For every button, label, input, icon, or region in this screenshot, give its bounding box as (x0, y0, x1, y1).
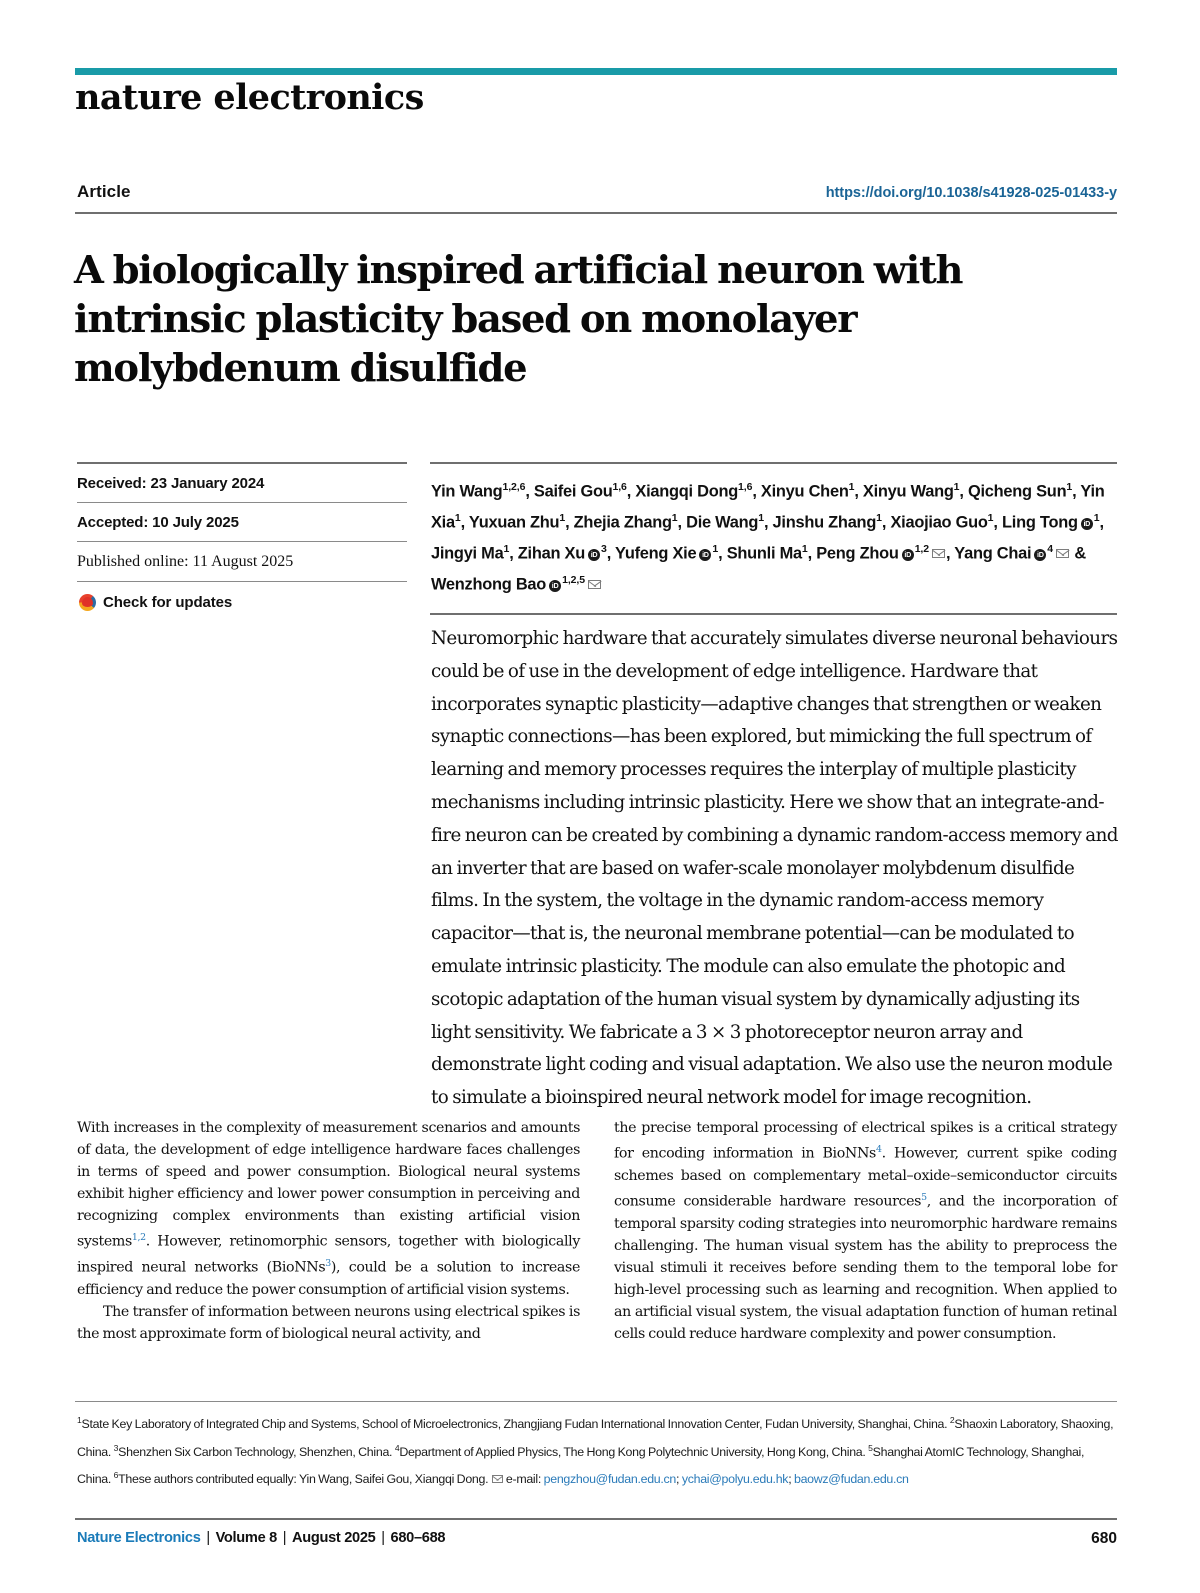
citation-ref[interactable]: 1,2 (131, 1232, 146, 1244)
doi-link[interactable]: https://doi.org/10.1038/s41928-025-01433-y (825, 185, 1117, 201)
paragraph-text: . However, retinomorphic sensors, together with biologically inspired neural networks (BioNNs (77, 1234, 580, 1277)
footer-journal-name[interactable]: Nature Electronics (77, 1530, 201, 1546)
author-name[interactable]: , Zhejia Zhang (565, 513, 672, 532)
email-link-pengzhou[interactable]: pengzhou@fudan.edu.cn (543, 1472, 677, 1487)
footer-divider (75, 1518, 1117, 1520)
author-separator: , (881, 513, 887, 532)
article-type-kicker: Article (77, 182, 131, 201)
affil-marker: 2 (949, 1415, 955, 1425)
author-name[interactable]: , Die Wang (677, 513, 759, 532)
accepted-date: Accepted: 10 July 2025 (77, 513, 239, 531)
email-link-ychai[interactable]: ychai@polyu.edu.hk (681, 1472, 789, 1487)
author-name[interactable]: , Zihan Xu (509, 544, 585, 563)
author-name[interactable]: Qicheng Sun (968, 482, 1067, 501)
publication-metadata (77, 462, 407, 611)
footer-separator: | (202, 1530, 214, 1546)
title-top-divider (75, 212, 1117, 214)
affil-text: Shaoxin Laboratory, Shaoxing, China. (77, 1417, 1114, 1459)
affil-text: Shenzhen Six Carbon Technology, Shenzhen, China. (118, 1444, 395, 1459)
paragraph-text: the precise temporal processing of electrical spikes is a critical strategy for encoding information in BioNNs (614, 1120, 1117, 1162)
author-affil-sup: 1 (758, 511, 764, 524)
envelope-icon (492, 1475, 503, 1483)
author-name[interactable]: , Yuxuan Zhu (460, 513, 560, 532)
affil-text: Shanghai AtomIC Technology, Shanghai, China. (77, 1444, 1085, 1487)
author-name[interactable]: , Xinyu Chen (752, 482, 849, 501)
author-affil-sup: 1 (987, 511, 994, 524)
citation-ref[interactable]: 5 (921, 1192, 927, 1204)
abstract-text: Neuromorphic hardware that accurately simulates diverse neuronal behaviours could be of use in the development of edge intelligence. Hardware that incorporates synaptic plasticity—adaptive changes that strengthen or weaken synaptic connections—has been explored, but mimicking the full spectrum of learning and memory processes requires the interplay of multiple plasticity mechanisms including intrinsic plasticity. Here we show that an integrate-and-fire neuron can be created by combining a dynamic random-access memory and an inverter that are based on wafer-scale monolayer molybdenum disulfide films. In the system, the voltage in the dynamic random-access memory capacitor—that is, the neuronal membrane potential—can be modulated to emulate intrinsic plasticity. The module can also emulate the photopic and scotopic adaptation of the human visual system by dynamically adjusting its light sensitivity. We fabricate a 3 × 3 photoreceptor neuron array and demonstrate light coding and visual adaptation. We also use the neuron module to simulate a bioinspired neural network model for image recognition. (431, 628, 1118, 1109)
author-separator: , (807, 544, 812, 563)
author-name[interactable]: , Xinyu Wang (854, 482, 954, 501)
author-affil-sup: 1,6 (612, 481, 627, 493)
orcid-icon[interactable]: iD (699, 549, 711, 561)
affil-text: State Key Laboratory of Integrated Chip and Systems, School of Microelectronics, Zhangjiang Fudan International Innovation Center, Fudan University, Shanghai, China. (81, 1417, 950, 1432)
author-affil-sup: 1 (801, 542, 808, 555)
author-separator: , (959, 482, 964, 501)
email-separator: ; (788, 1472, 794, 1487)
author-affil-sup: 4 (1047, 542, 1054, 555)
author-name[interactable]: , Shunli Ma (718, 544, 802, 563)
orcid-icon[interactable]: iD (588, 549, 600, 561)
footer-separator: | (278, 1530, 290, 1546)
affil-marker: 4 (394, 1442, 400, 1453)
citation-ref[interactable]: 4 (875, 1144, 882, 1156)
citation-ref[interactable]: 3 (325, 1258, 331, 1270)
footer-date: August 2025 (292, 1530, 376, 1546)
authors-top-divider (430, 462, 1117, 464)
page-title: A biologically inspired artificial neuron with intrinsic plasticity based on monolayer molybdenum disulfide (74, 247, 963, 391)
author-list (431, 474, 1121, 598)
author-affil-sup: 1,6 (738, 481, 753, 493)
author-affil-sup: 1 (848, 481, 855, 493)
footer-page-range: 680–688 (390, 1530, 446, 1546)
author-affil-sup: 3 (601, 542, 607, 555)
orcid-icon[interactable]: iD (1081, 518, 1093, 530)
body-column-right (614, 1117, 1117, 1345)
affil-marker: 5 (868, 1442, 873, 1453)
author-name[interactable]: Xiaojiao Guo (890, 513, 988, 532)
affil-marker: 3 (113, 1442, 119, 1453)
author-name[interactable]: , Yin Xia (431, 482, 1105, 532)
body-columns (77, 1117, 1117, 1345)
page-number: 680 (1091, 1530, 1117, 1547)
received-date: Received: 23 January 2024 (77, 474, 265, 492)
paragraph (614, 1117, 1117, 1345)
affiliations-block (77, 1409, 1117, 1492)
author-name[interactable]: , Jingyi Ma (431, 513, 1104, 563)
paragraph: The transfer of information between neurons using electrical spikes is the most approximate form of biological neural activity, and (77, 1304, 580, 1343)
author-name[interactable]: , Jinshu Zhang (763, 513, 877, 532)
author-affil-sup: 1 (876, 511, 882, 524)
masthead-accent-bar (75, 68, 1117, 75)
author-affil-sup: 1,2,5 (562, 573, 585, 586)
email-separator: ; (676, 1472, 682, 1487)
author-affil-sup: 1 (454, 511, 461, 524)
paragraph-text: , and the incorporation of temporal sparsity coding strategies into neuromorphic hardware remains challenging. The human visual system has the ability to preprocess the visual stimuli it receives before sending them to the temporal lobe for high-level processing such as learning and recognition. When applied to an artificial visual system, the visual adaptation function of human retinal cells could reduce hardware complexity and power consumption. (614, 1193, 1118, 1343)
envelope-icon[interactable] (588, 580, 601, 590)
envelope-icon[interactable] (1056, 549, 1069, 559)
envelope-icon[interactable] (932, 549, 945, 559)
author-affil-sup: 1 (559, 511, 566, 524)
author-affil-sup: 1 (712, 542, 719, 555)
author-affil-sup: 1 (671, 511, 678, 524)
affil-marker: 1 (77, 1415, 82, 1425)
author-name[interactable]: , Saifei Gou (525, 482, 613, 501)
footer-citation (77, 1530, 445, 1546)
author-affil-sup: 1 (1066, 481, 1073, 493)
abstract-top-divider (430, 613, 1117, 615)
check-for-updates-label: Check for updates (103, 593, 233, 611)
crossmark-icon (79, 594, 96, 611)
check-for-updates-button[interactable] (77, 582, 407, 611)
published-online-date: Published online: 11 August 2025 (77, 552, 294, 570)
author-affil-sup: 1,2 (914, 542, 929, 555)
author-name[interactable]: , Yufeng Xie (606, 544, 697, 563)
orcid-icon[interactable]: iD (902, 549, 914, 561)
journal-masthead: nature electronics (75, 77, 424, 118)
orcid-icon[interactable]: iD (1034, 549, 1046, 561)
email-label: e-mail: (505, 1472, 544, 1487)
author-name[interactable]: , Ling Tong (993, 513, 1078, 532)
author-name[interactable]: & Wenzhong Bao (431, 544, 1086, 594)
affil-marker: 6 (113, 1470, 119, 1481)
footer-volume: Volume 8 (215, 1530, 277, 1546)
paragraph-text: . However, current spike coding schemes based on complementary metal–oxide–semiconductor circuits consume considerable hardware resources (614, 1145, 1117, 1210)
author-name[interactable]: , Yang Chai (945, 544, 1032, 563)
body-column-left (77, 1117, 580, 1345)
footer-separator: | (377, 1530, 389, 1546)
affiliations-divider (75, 1401, 1117, 1402)
author-affil-sup: 1 (953, 481, 960, 493)
email-link-baowz[interactable]: baowz@fudan.edu.cn (793, 1472, 909, 1487)
paragraph (77, 1117, 580, 1301)
orcid-icon[interactable]: iD (549, 580, 561, 592)
author-affil-sup: 1,2,6 (502, 481, 526, 493)
paragraph-text: ), could be a solution to increase efficiency and reduce the power consumption of artificial vision systems. (77, 1260, 580, 1299)
author-name[interactable]: , Xiangqi Dong (626, 482, 739, 501)
affil-text: These authors contributed equally: Yin Wang, Saifei Gou, Xiangqi Dong. (118, 1472, 491, 1487)
author-affil-sup: 1 (503, 542, 510, 555)
author-affil-sup: 1 (1093, 511, 1100, 524)
paragraph-text: With increases in the complexity of measurement scenarios and amounts of data, the development of edge intelligence hardware faces challenges in terms of speed and power consumption. Biological neural systems exhibit higher efficiency and lower power consumption in perceiving and recognizing complex environments than existing artificial vision systems (77, 1120, 580, 1251)
affil-text: Department of Applied Physics, The Hong Kong Polytechnic University, Hong Kong, China. (399, 1444, 869, 1459)
author-name[interactable]: Peng Zhou (816, 544, 899, 563)
author-name[interactable]: Yin Wang (431, 482, 503, 501)
